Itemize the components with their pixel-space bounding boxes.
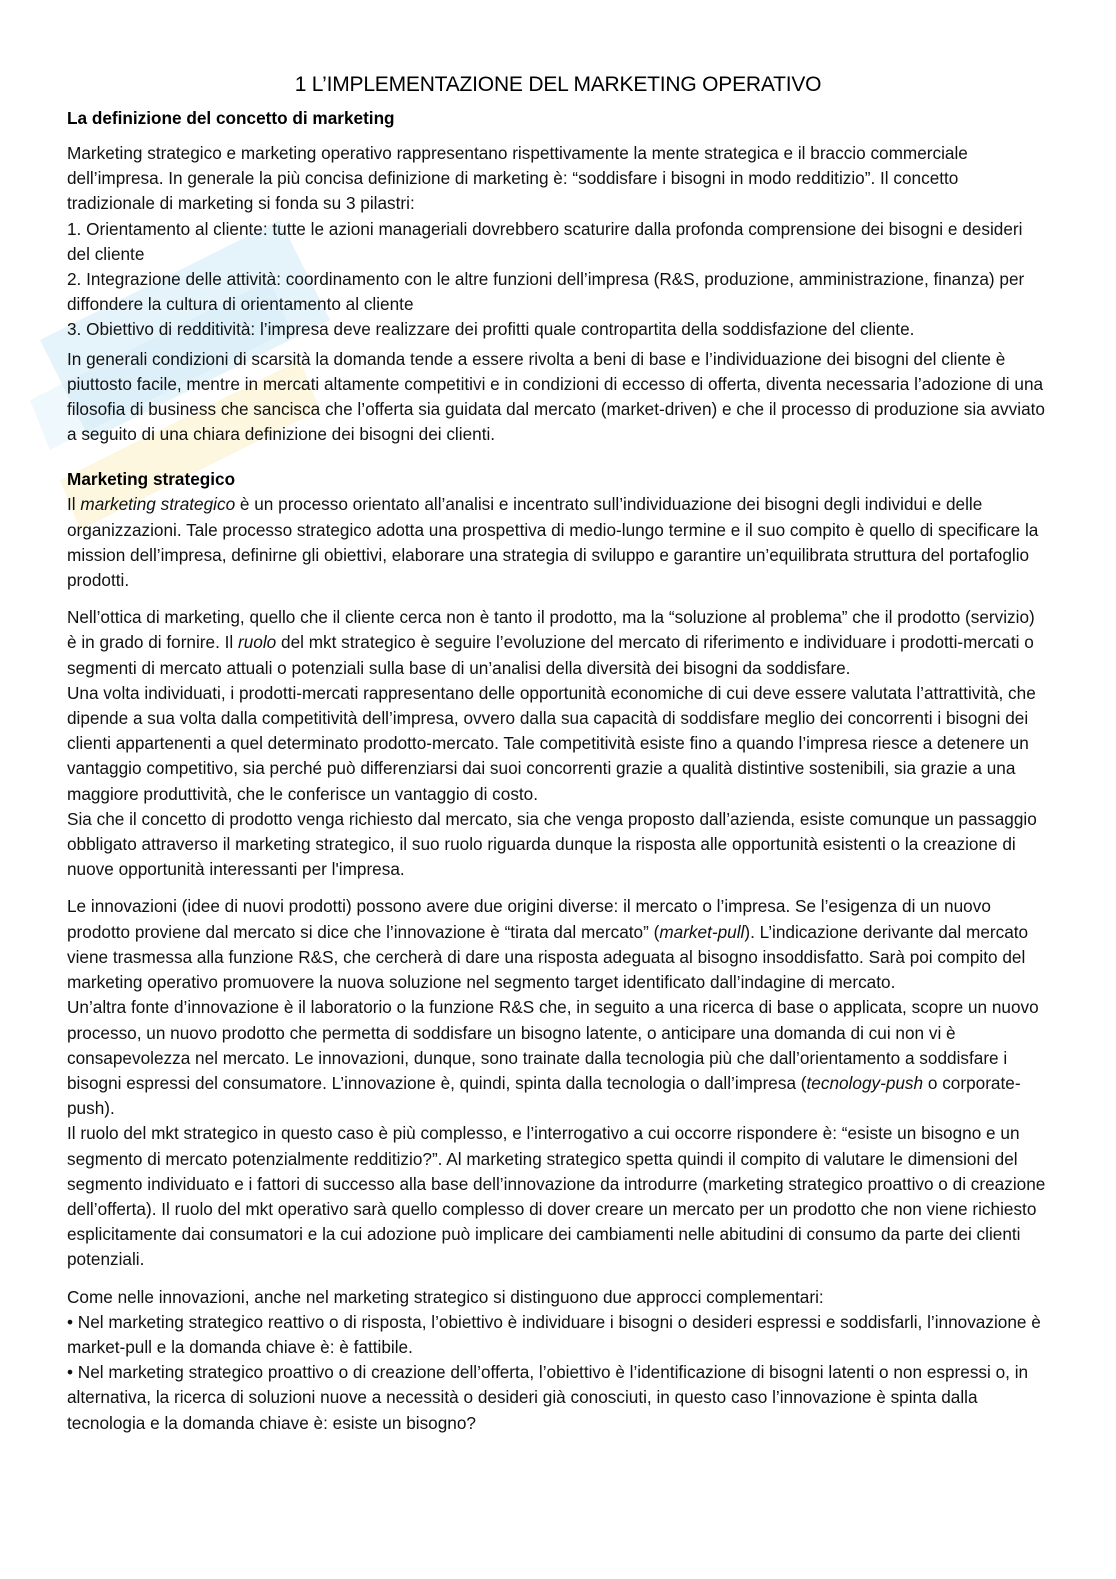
pillar-item: 2. Integrazione delle attività: coordinamento con le altre funzioni dell’impresa (R&S, produzione, amministrazione, finanza) per diffondere la cultura di orientamento al cliente xyxy=(67,269,1025,315)
approaches-list xyxy=(67,1285,1049,1436)
section-heading-strategico: Marketing strategico xyxy=(67,469,236,490)
bullet-item: • Nel marketing strategico reattivo o di risposta, l’obiettivo è individuare i bisogni o desideri espressi e soddisfarli, l’innovazione è market-pull e la domanda chiave è: è fattibile. xyxy=(67,1311,1041,1357)
pillar-item: 3. Obiettivo di redditività: l’impresa deve realizzare dei profitti quale contropartita della soddisfazione del cliente. xyxy=(67,319,915,340)
definition-closing: In generali condizioni di scarsità la domanda tende a essere rivolta a beni di base e l’individuazione dei bisogni del cliente è piuttosto facile, mentre in mercati altamente competitivi e in condizioni di eccesso di offerta, diventa necessaria l’adozione di una filosofia di business che sancisca che l’offerta sia guidata dal mercato (market-driven) e che il processo di produzione sia avviato a seguito di una chiara definizione dei bisogni dei clienti. xyxy=(67,348,1045,445)
definition-block xyxy=(67,141,1049,343)
pillar-item: 1. Orientamento al cliente: tutte le azioni manageriali dovrebbero scaturire dalla profonda comprensione dei bisogni e desideri del cliente xyxy=(67,218,1023,264)
bullet-item: • Nel marketing strategico proattivo o di creazione dell’offerta, l’obiettivo è l’identificazione di bisogni latenti o non espressi o, in alternativa, la ricerca di soluzioni nuove a necessità o desideri già conosciuti, in questo caso l’innovazione è spinta dalla tecnologia e la domanda chiave è: esiste un bisogno? xyxy=(67,1362,1029,1433)
paragraph: Il ruolo del mkt strategico in questo caso è più complesso, e l’interrogativo a cui occorre rispondere è: “esiste un bisogno e un segmento di mercato potenzialmente redditizio?”. Al marketing strategico spetta quindi il compito di valutare le dimensioni del segmento individuato e i fattori di successo alla base dell’innovazione da introdurre (marketing strategico proattivo o di creazione dell’offerta). Il ruolo del mkt operativo sarà quello complesso di dover creare un mercato per un prodotto che non viene richiesto esplicitamente dai consumatori e la cui adozione può implicare dei cambiamenti nelle abitudini di consumo da parte dei clienti potenziali. xyxy=(67,1123,1046,1270)
definition-intro: Marketing strategico e marketing operativo rappresentano rispettivamente la mente strategica e il braccio commerciale dell’impresa. In generale la più concisa definizione di marketing è: “soddisfare i bisogni in modo redditizio”. Il concetto tradizionale di marketing si fonda su 3 pilastri: xyxy=(67,143,968,214)
paragraph: Le innovazioni (idee di nuovi prodotti) possono avere due origini diverse: il mercato o l’impresa. Se l’esigenza di un nuovo prodotto proviene dal mercato si dice che l’innovazione è “tirata dal mercato” (market-pull). L’indicazione derivante dal mercato viene trasmessa alla funzione R&S, che cercherà di dare una risposta adeguata al bisogno insoddisfatto. Sarà poi compito del marketing operativo promuovere la nuova soluzione nel segmento target identificato dall’indagine di mercato. xyxy=(67,896,1029,993)
page-title: 1 L’IMPLEMENTAZIONE DEL MARKETING OPERATIVO xyxy=(294,73,822,96)
paragraph: Come nelle innovazioni, anche nel marketing strategico si distinguono due approcci complementari: xyxy=(67,1286,824,1307)
paragraph: Nell’ottica di marketing, quello che il cliente cerca non è tanto il prodotto, ma la “soluzione al problema” che il prodotto (servizio) è in grado di fornire. Il ruolo del mkt strategico è seguire l’evoluzione del mercato di riferimento e individuare i prodotti-mercati o segmenti di mercato attuali o potenziali sulla base di un’analisi della diversità dei bisogni da soddisfare. xyxy=(67,607,1035,678)
document-content xyxy=(67,70,1049,1436)
paragraph: Il marketing strategico è un processo orientato all’analisi e incentrato sull’individuazione dei bisogni degli individui e delle organizzazioni. Tale processo strategico adotta una prospettiva di medio-lungo termine e il suo compito è quello di specificare la mission dell’impresa, definirne gli obiettivi, elaborare una strategia di sviluppo e garantire un’equilibrata struttura del portafoglio prodotti. xyxy=(67,494,1039,591)
paragraph: Un’altra fonte d’innovazione è il laboratorio o la funzione R&S che, in seguito a una ricerca di base o applicata, scopre un nuovo processo, un nuovo prodotto che permetta di soddisfare un bisogno latente, o anticipare una domanda di cui non vi è consapevolezza nel mercato. Le innovazioni, dunque, sono trainate dalla tecnologia più che dall’orientamento a soddisfare i bisogni espressi del consumatore. L’innovazione è, quindi, spinta dalla tecnologia o dall’impresa (tecnology-push o corporate-push). xyxy=(67,997,1039,1119)
paragraph: Sia che il concetto di prodotto venga richiesto dal mercato, sia che venga proposto dall’azienda, esiste comunque un passaggio obbligato attraverso il marketing strategico, il suo ruolo riguarda dunque la risposta alle opportunità esistenti o la creazione di nuove opportunità interessanti per l'impresa. xyxy=(67,808,1037,880)
paragraph: Una volta individuati, i prodotti-mercati rappresentano delle opportunità economiche di cui deve essere valutata l’attrattività, che dipende a sua volta dalla competitività dell’impresa, ovvero dalla sua capacità di soddisfare meglio dei concorrenti i bisogni dei clienti appartenenti a quel determinato prodotto-mercato. Tale competitività esiste fino a quando l’impresa riesce a detenere un vantaggio competitivo, sia perché può differenziarsi dai suoi concorrenti grazie a qualità distintive sostenibili, sia grazie a una maggiore produttività, che le conferisce un vantaggio di costo. xyxy=(67,682,1036,804)
section-heading-definizione: La definizione del concetto di marketing xyxy=(67,108,395,128)
